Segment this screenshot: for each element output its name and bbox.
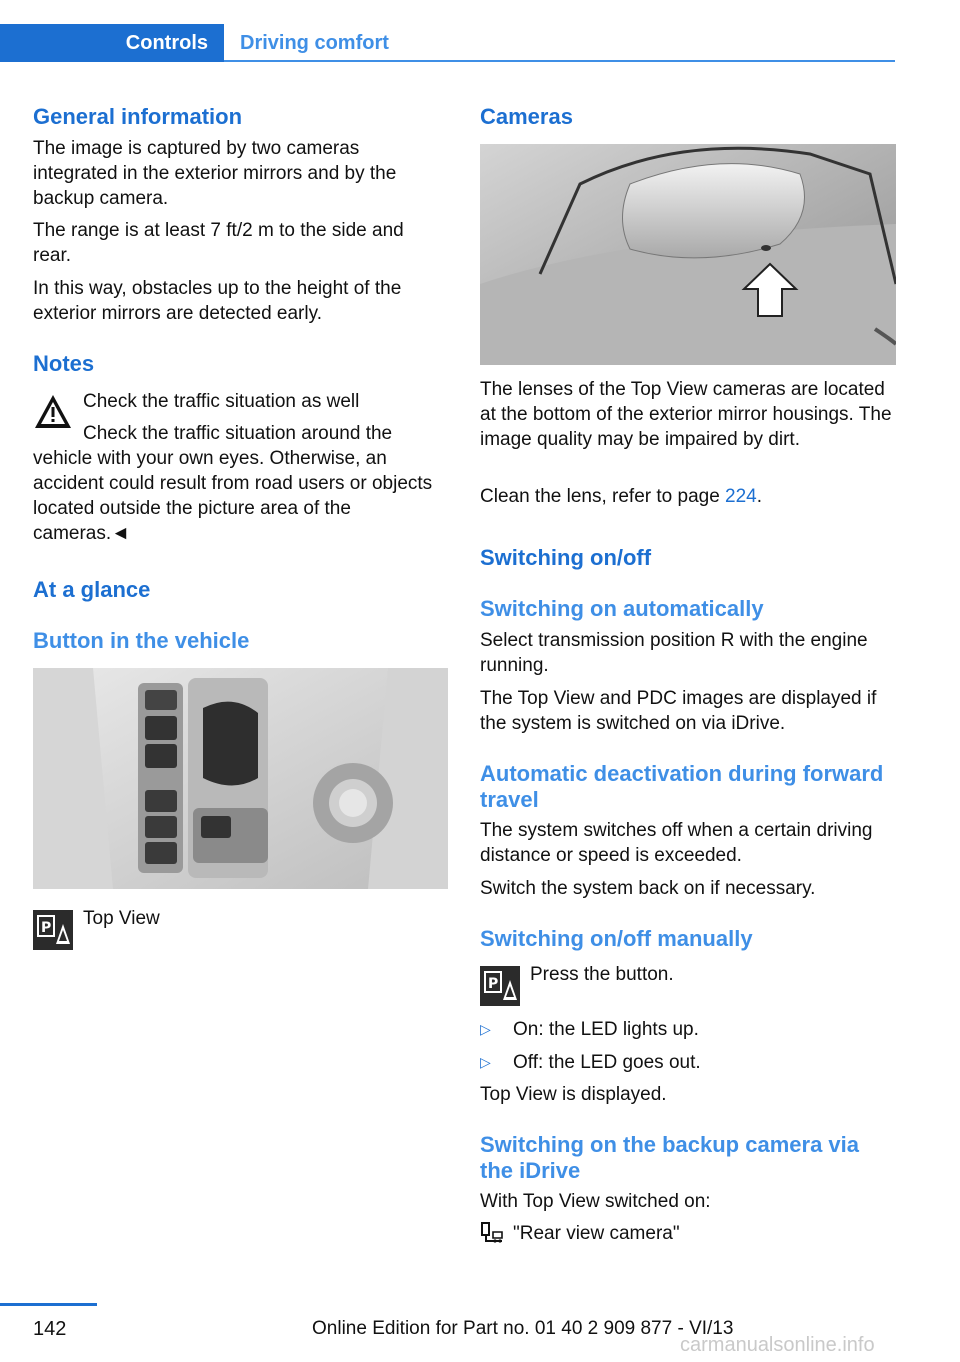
heading-switching-on-automatically: Switching on automatically <box>480 596 764 621</box>
svg-text:P: P <box>488 976 499 992</box>
heading-button-in-vehicle: Button in the vehicle <box>33 628 250 653</box>
lenses-paragraph: The lenses of the Top View cameras are located at the bottom of the exterior mirror housings. The image quality may be impaired by dirt. <box>480 379 892 450</box>
top-view-displayed-text: Top View is displayed. <box>480 1084 667 1105</box>
warning-body: Check the traffic situation around the vehicle with your own eyes. Otherwise, an accident could result from road users or objects located outside the picture area of the cameras.◄ <box>33 423 433 544</box>
clean-lens-paragraph <box>480 484 896 509</box>
warning-title: Check the traffic situation as well <box>83 391 360 412</box>
watermark: carmanualsonline.info <box>680 1334 875 1356</box>
exterior-mirror-photo <box>480 144 896 365</box>
page-header <box>0 0 960 64</box>
top-view-label: Top View <box>83 908 160 929</box>
svg-text:P: P <box>41 920 52 936</box>
list-item-text: On: the LED lights up. <box>513 1019 699 1040</box>
auto-paragraph-1: Select transmission position R with the engine running. <box>480 630 868 676</box>
heading-switching-on-off: Switching on/off <box>480 545 652 570</box>
list-item <box>480 1017 896 1042</box>
rear-view-camera-menu-item: "Rear view camera" <box>513 1223 680 1244</box>
list-item <box>480 1050 896 1075</box>
deactivation-paragraph-2: Switch the system back on if necessary. <box>480 878 816 899</box>
heading-switching-manually: Switching on/off manually <box>480 926 753 951</box>
section-tab-driving-comfort: Driving comfort <box>240 31 389 54</box>
edition-info: Online Edition for Part no. 01 40 2 909 877 - VI/13 <box>312 1318 734 1339</box>
deactivation-paragraph-1: The system switches off when a certain driving distance or speed is exceeded. <box>480 820 873 866</box>
heading-automatic-deactivation: Automatic deactivation during forward travel <box>480 761 884 812</box>
led-status-list <box>480 1017 896 1075</box>
bullet-triangle-icon: ▷ <box>480 1054 491 1070</box>
list-item-text: Off: the LED goes out. <box>513 1052 701 1073</box>
press-button-text: Press the button. <box>530 964 674 985</box>
page-reference-link[interactable]: 224 <box>725 486 757 507</box>
general-paragraph-3: In this way, obstacles up to the height of the exterior mirrors are detected early. <box>33 278 402 324</box>
heading-at-a-glance: At a glance <box>33 577 151 602</box>
top-view-button-icon <box>33 910 73 950</box>
center-console-photo <box>33 668 448 889</box>
heading-backup-camera-idrive: Switching on the backup camera via the iDrive <box>480 1132 859 1183</box>
bullet-triangle-icon: ▷ <box>480 1021 491 1037</box>
general-paragraph-2: The range is at least 7 ft/2 m to the side and rear. <box>33 220 404 266</box>
clean-lens-text: Clean the lens, refer to page <box>480 486 726 507</box>
auto-paragraph-2: The Top View and PDC images are displayed if the system is switched on via iDrive. <box>480 688 877 734</box>
page-number: 142 <box>33 1318 67 1340</box>
general-paragraph-1: The image is captured by two cameras integrated in the exterior mirrors and by the backup camera. <box>33 138 397 209</box>
heading-cameras: Cameras <box>480 104 573 129</box>
header-divider <box>224 60 895 62</box>
rear-camera-car-icon <box>480 1221 504 1245</box>
clean-lens-suffix: . <box>756 486 763 507</box>
heading-general-information: General information <box>33 104 243 129</box>
footer-divider <box>0 1303 97 1306</box>
section-tab-controls: Controls <box>0 24 224 62</box>
top-view-button-icon <box>480 966 520 1006</box>
with-top-view-text: With Top View switched on: <box>480 1191 711 1212</box>
heading-notes: Notes <box>33 351 95 376</box>
